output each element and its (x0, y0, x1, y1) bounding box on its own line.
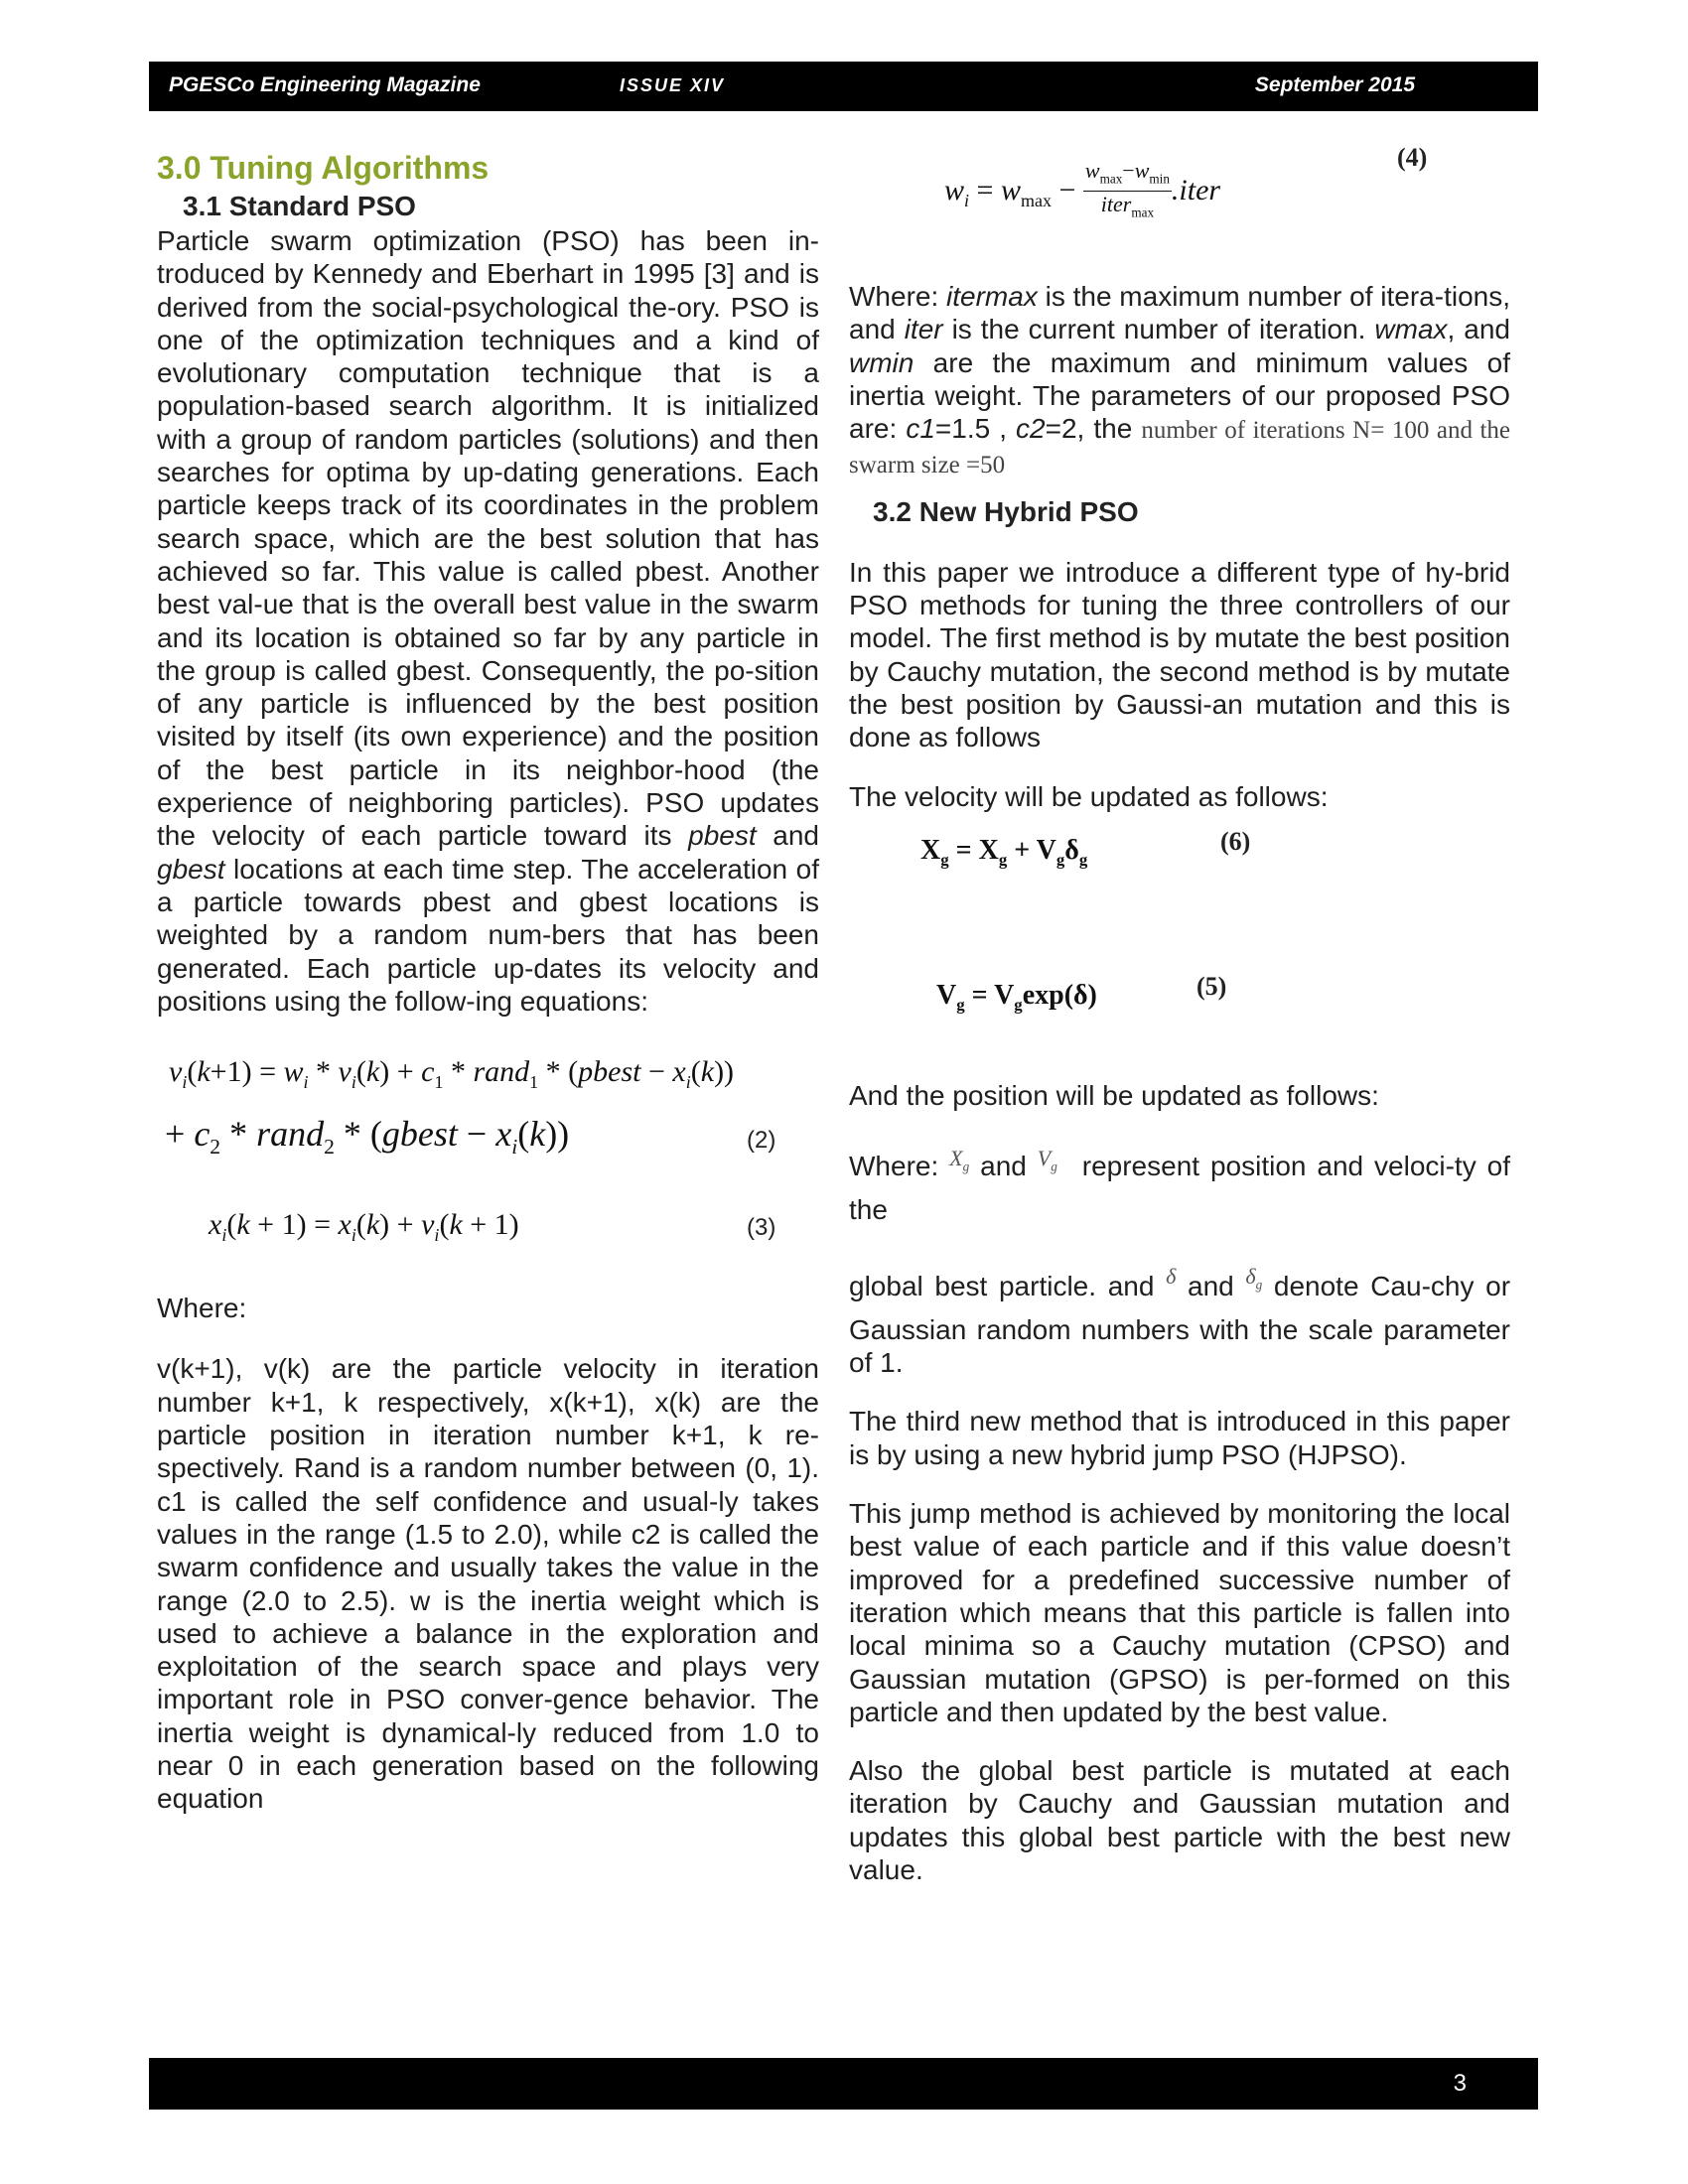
where-itermax-paragraph: Where: itermax is the maximum number of itera-tions, and iter is the current number of iteration. wmax, and wmin are the maximum and minimum values of inertia weight. The parameters of our proposed PSO are: c1=1.5 , c2=2, the number of iterations N= 100 and the swarm size =50 (849, 281, 1511, 479)
equation-3: $x_i(k + 1) = x_i(k) + v_i(k + 1)$ (3) (209, 1208, 776, 1246)
position-intro: And the position will be updated as follows: (849, 1079, 1379, 1111)
equation-5: $V_g = V_g\exp(\delta)$ (5) (936, 971, 1227, 1015)
page-header (149, 62, 1538, 111)
equation-2-number: (2) (747, 1127, 776, 1155)
magazine-title: PGESCo Engineering Magazine (169, 73, 481, 96)
velocity-intro: The velocity will be updated as follows: (849, 780, 1329, 812)
hybrid-pso-paragraph: In this paper we introduce a different type of hy-brid PSO methods for tuning the three controllers of our model. The first method is by mutate the best position by Cauchy mutation, the second method is by mutate the best position by Gaussi-an mutation and this is done as follows (849, 556, 1510, 753)
subsection-title-hybrid-pso: 3.2 New Hybrid PSO (873, 495, 1139, 527)
equation-6: $X_g = X_g + V_g\delta_g$ (6) (920, 826, 1251, 870)
equation-6-number: (6) (1220, 826, 1251, 856)
equation-4-number: (4) (1397, 143, 1428, 172)
global-best-paragraph: global best particle. and $^\delta$ and $^{\delta_g}$ denote Cau-chy or Gaussian random numbers with the scale parameter of 1. (849, 1264, 1511, 1379)
third-method-paragraph: The third new method that is introduced in this paper is by using a new hybrid jump PSO (HJPSO). (849, 1406, 1510, 1470)
where-xg-vg-paragraph: Where: $^{X_g}$ and $^{V_g}$ represent position and veloci-ty of the (849, 1146, 1510, 1225)
global-mutation-paragraph: Also the global best particle is mutated at each iteration by Cauchy and Gaussian mutation and updates this global best particle with the best new value. (849, 1755, 1510, 1885)
equation-4: $w_i = w_{max}$ − $\frac{w_{max}-w_{min}}{iter_{max}}$ .iter (4) (944, 143, 1428, 220)
right-column (849, 139, 1510, 1886)
page-number: 3 (1453, 2070, 1467, 2097)
equation-5-number: (5) (1196, 971, 1227, 1001)
issue-label: ISSUE XIV (620, 75, 726, 95)
pso-intro-paragraph: Particle swarm optimization (PSO) has been in-troduced by Kennedy and Eberhart in 1995 [3] and is derived from the social-psychological the-ory. PSO is one of the optimization techniques and a kind of evolutionary computation technique that is a population-based search algorithm. It is initialized with a group of random particles (solutions) and then searches for optima by up-dating generations. Each particle keeps track of its coordinates in the problem search space, which are the best solution that has achieved so far. This value is called pbest. Another best val-ue that is the overall best value in the swarm and its location is obtained so far by any particle in the group is called gbest. Consequently, the po-sition of any particle is influenced by the best position visited by itself (its own experience) and the position of the best particle in its neighbor-hood (the experience of neighboring particles). PSO updates the velocity of each particle toward its pbest and gbest locations at each time step. The acceleration of a particle towards pbest and gbest locations is weighted by a random num-bers that has been generated. Each particle up-dates its velocity and positions using the follow-ing equations: (157, 225, 819, 1017)
section-title: 3.0 Tuning Algorithms (157, 150, 490, 186)
variables-paragraph: v(k+1), v(k) are the particle velocity in iteration number k+1, k respectively, x(k+1), x(k) are the particle position in iteration number k+1, k re-spectively. Rand is a random number between (0, 1). c1 is called the self confidence and usual-ly takes values in the range (1.5 to 2.0), while c2 is called the swarm confidence and usually takes the value in the range (2.0 to 2.5). w is the inertia weight which is used to achieve a balance in the exploration and exploitation of the search space and plays very important role in PSO conver-gence behavior. The inertia weight is dynamical-ly reduced from 1.0 to near 0 in each generation based on the following equation (157, 1353, 819, 1815)
equation-2: $v_i(k+1) = w_i * v_i(k) + c_1$ * rand$_1$ * (pbest − $x_i(k)$) + $c_2$ * rand$_2$ * (gbest − $x_i(k)$) (2) (165, 1055, 776, 1160)
issue-date: September 2015 (1254, 73, 1415, 96)
left-column (157, 149, 819, 1816)
where-label: Where: (157, 1293, 247, 1324)
equation-3-number: (3) (747, 1214, 776, 1242)
subsection-title-standard-pso: 3.1 Standard PSO (183, 191, 416, 221)
jump-method-paragraph: This jump method is achieved by monitoring the local best value of each particle and if this value doesn’t improved for a predefined successive number of iteration which means that this particle is fallen into local minima so a Cauchy mutation (CPSO) and Gaussian mutation (GPSO) is per-formed on this particle and then updated by the best value. (849, 1498, 1510, 1727)
page-footer (149, 2058, 1538, 2110)
